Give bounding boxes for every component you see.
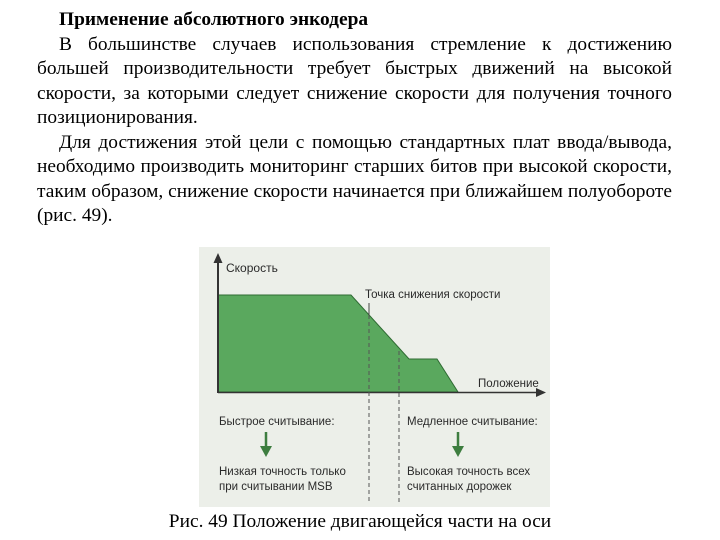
slow-read-label: Медленное считывание: <box>407 416 538 428</box>
section-heading: Применение абсолютного энкодера <box>59 9 369 30</box>
fast-read-label: Быстрое считывание: <box>219 416 335 428</box>
slow-read-note-line1: Высокая точность всех <box>407 466 531 478</box>
slow-read-note-line2: считанных дорожек <box>407 481 512 493</box>
slowdown-point-label: Точка снижения скорости <box>365 289 501 301</box>
fast-read-arrow-icon <box>260 446 272 457</box>
y-axis-label: Скорость <box>226 261 278 275</box>
x-axis-label: Положение <box>478 378 539 390</box>
paragraph-1: В большинстве случаев использования стремление к достижению большей производительности требует быстрых движений на высокой скорости, за которыми следует снижение скорости для получения точного позиционирования. <box>37 33 672 128</box>
paragraph-2: Для достижения этой цели с помощью стандартных плат ввода/вывода, необходимо производить мониторинг старших битов при высокой скорости, таким образом, снижение скорости начинается при ближайшем полуобороте (рис. 49). <box>37 131 672 226</box>
fast-read-note-line2: при считывании MSB <box>219 481 333 493</box>
speed-profile-area <box>218 295 458 392</box>
speed-position-diagram <box>199 247 550 507</box>
fast-read-note-line1: Низкая точность только <box>219 466 346 478</box>
figure-49 <box>199 247 550 507</box>
text-block <box>37 8 672 229</box>
figure-caption: Рис. 49 Положение двигающейся части на оси <box>168 511 552 532</box>
slow-read-arrow-icon <box>452 446 464 457</box>
y-axis-arrowhead <box>214 253 223 263</box>
